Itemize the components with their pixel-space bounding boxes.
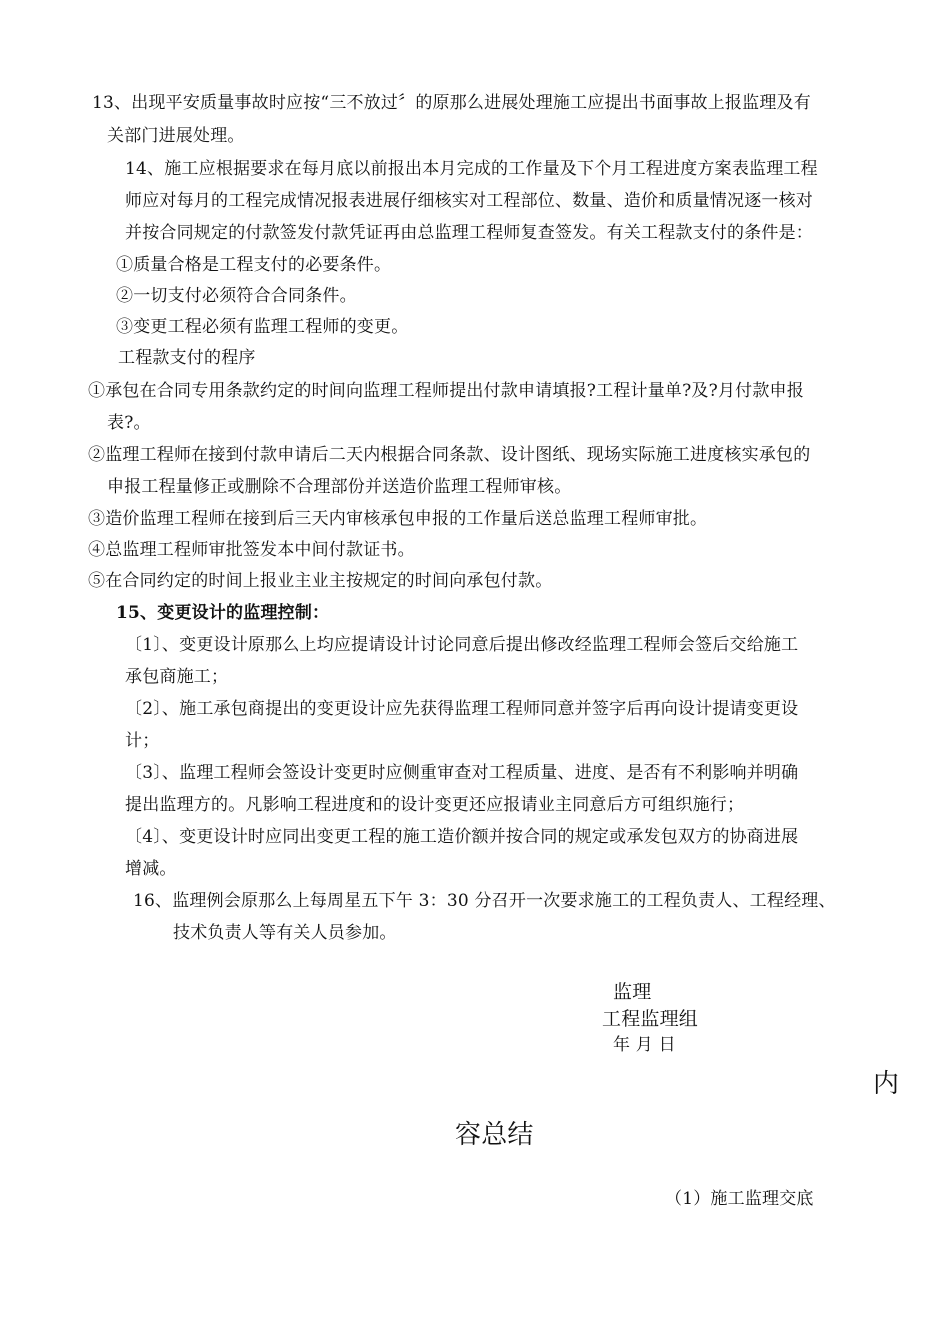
condition-2: ②一切支付必须符合合同条件。: [116, 286, 357, 306]
procedure-1-line2: 表?。: [107, 413, 151, 433]
item15-point3-line2: 提出监理方的。凡影响工程进度和的设计变更还应报请业主同意后方可组织施行；: [125, 795, 745, 815]
procedure-5: ⑤在合同约定的时间上报业主业主按规定的时间向承包付款。: [88, 571, 553, 591]
procedure-2-line2: 申报工程量修正或删除不合理部份并送造价监理工程师审核。: [107, 477, 572, 497]
procedure-1-line1: ①承包在合同专用条款约定的时间向监理工程师提出付款申请填报?工程计量单?及?月付款申报: [88, 381, 804, 401]
procedure-3: ③造价监理工程师在接到后三天内审核承包申报的工作量后送总监理工程师审批。: [88, 509, 708, 529]
procedure-title: 工程款支付的程序: [118, 348, 256, 368]
item15-point1-line2: 承包商施工；: [125, 667, 229, 687]
summary-subtitle: （1）施工监理交底: [665, 1189, 814, 1209]
item15-point2-line1: 〔2〕、施工承包商提出的变更设计应先获得监理工程师同意并签字后再向设计提请变更设: [125, 699, 799, 719]
item14-line3: 并按合同规定的付款签发付款凭证再由总监理工程师复查签发。有关工程款支付的条件是：: [125, 223, 813, 243]
item13-line2: 关部门进展处理。: [107, 126, 245, 146]
item16-line1: 16、监理例会原那么上每周星五下午 3：30 分召开一次要求施工的工程负责人、工程经理、: [133, 891, 836, 911]
procedure-4: ④总监理工程师审批签发本中间付款证书。: [88, 540, 415, 560]
item14-line2: 师应对每月的工程完成情况报表进展仔细核实对工程部位、数量、造价和质量情况逐一核对: [125, 191, 813, 211]
item16-line2: 技术负责人等有关人员参加。: [173, 923, 397, 943]
item15-title: 15、变更设计的监理控制：: [116, 603, 330, 623]
signature-date: 年 月 日: [613, 1035, 676, 1055]
item14-line1: 14、施工应根据要求在每月底以前报出本月完成的工作量及下个月工程进度方案表监理工程: [125, 159, 818, 179]
condition-1: ①质量合格是工程支付的必要条件。: [116, 255, 392, 275]
condition-3: ③变更工程必须有监理工程师的变更。: [116, 317, 409, 337]
procedure-2-line1: ②监理工程师在接到付款申请后二天内根据合同条款、设计图纸、现场实际施工进度核实承包的: [88, 445, 811, 465]
summary-heading-char: 内: [873, 1069, 900, 1099]
item15-point4-line2: 增减。: [125, 859, 177, 879]
item15-point3-line1: 〔3〕、监理工程师会签设计变更时应侧重审查对工程质量、进度、是否有不利影响并明确: [125, 763, 799, 783]
signature-supervision: 监理: [613, 981, 652, 1003]
summary-heading-rest: 容总结: [455, 1120, 534, 1150]
item15-point1-line1: 〔1〕、变更设计原那么上均应提请设计讨论同意后提出修改经监理工程师会签后交给施工: [125, 635, 799, 655]
item15-point4-line1: 〔4〕、变更设计时应同出变更工程的施工造价额并按合同的规定或承发包双方的协商进展: [125, 827, 799, 847]
item13-line1: 13、出现平安质量事故时应按“三不放过〞的原那么进展处理施工应提出书面事故上报监理及有: [92, 93, 811, 113]
signature-group: 工程监理组: [602, 1008, 699, 1030]
item15-point2-line2: 计；: [125, 731, 160, 751]
